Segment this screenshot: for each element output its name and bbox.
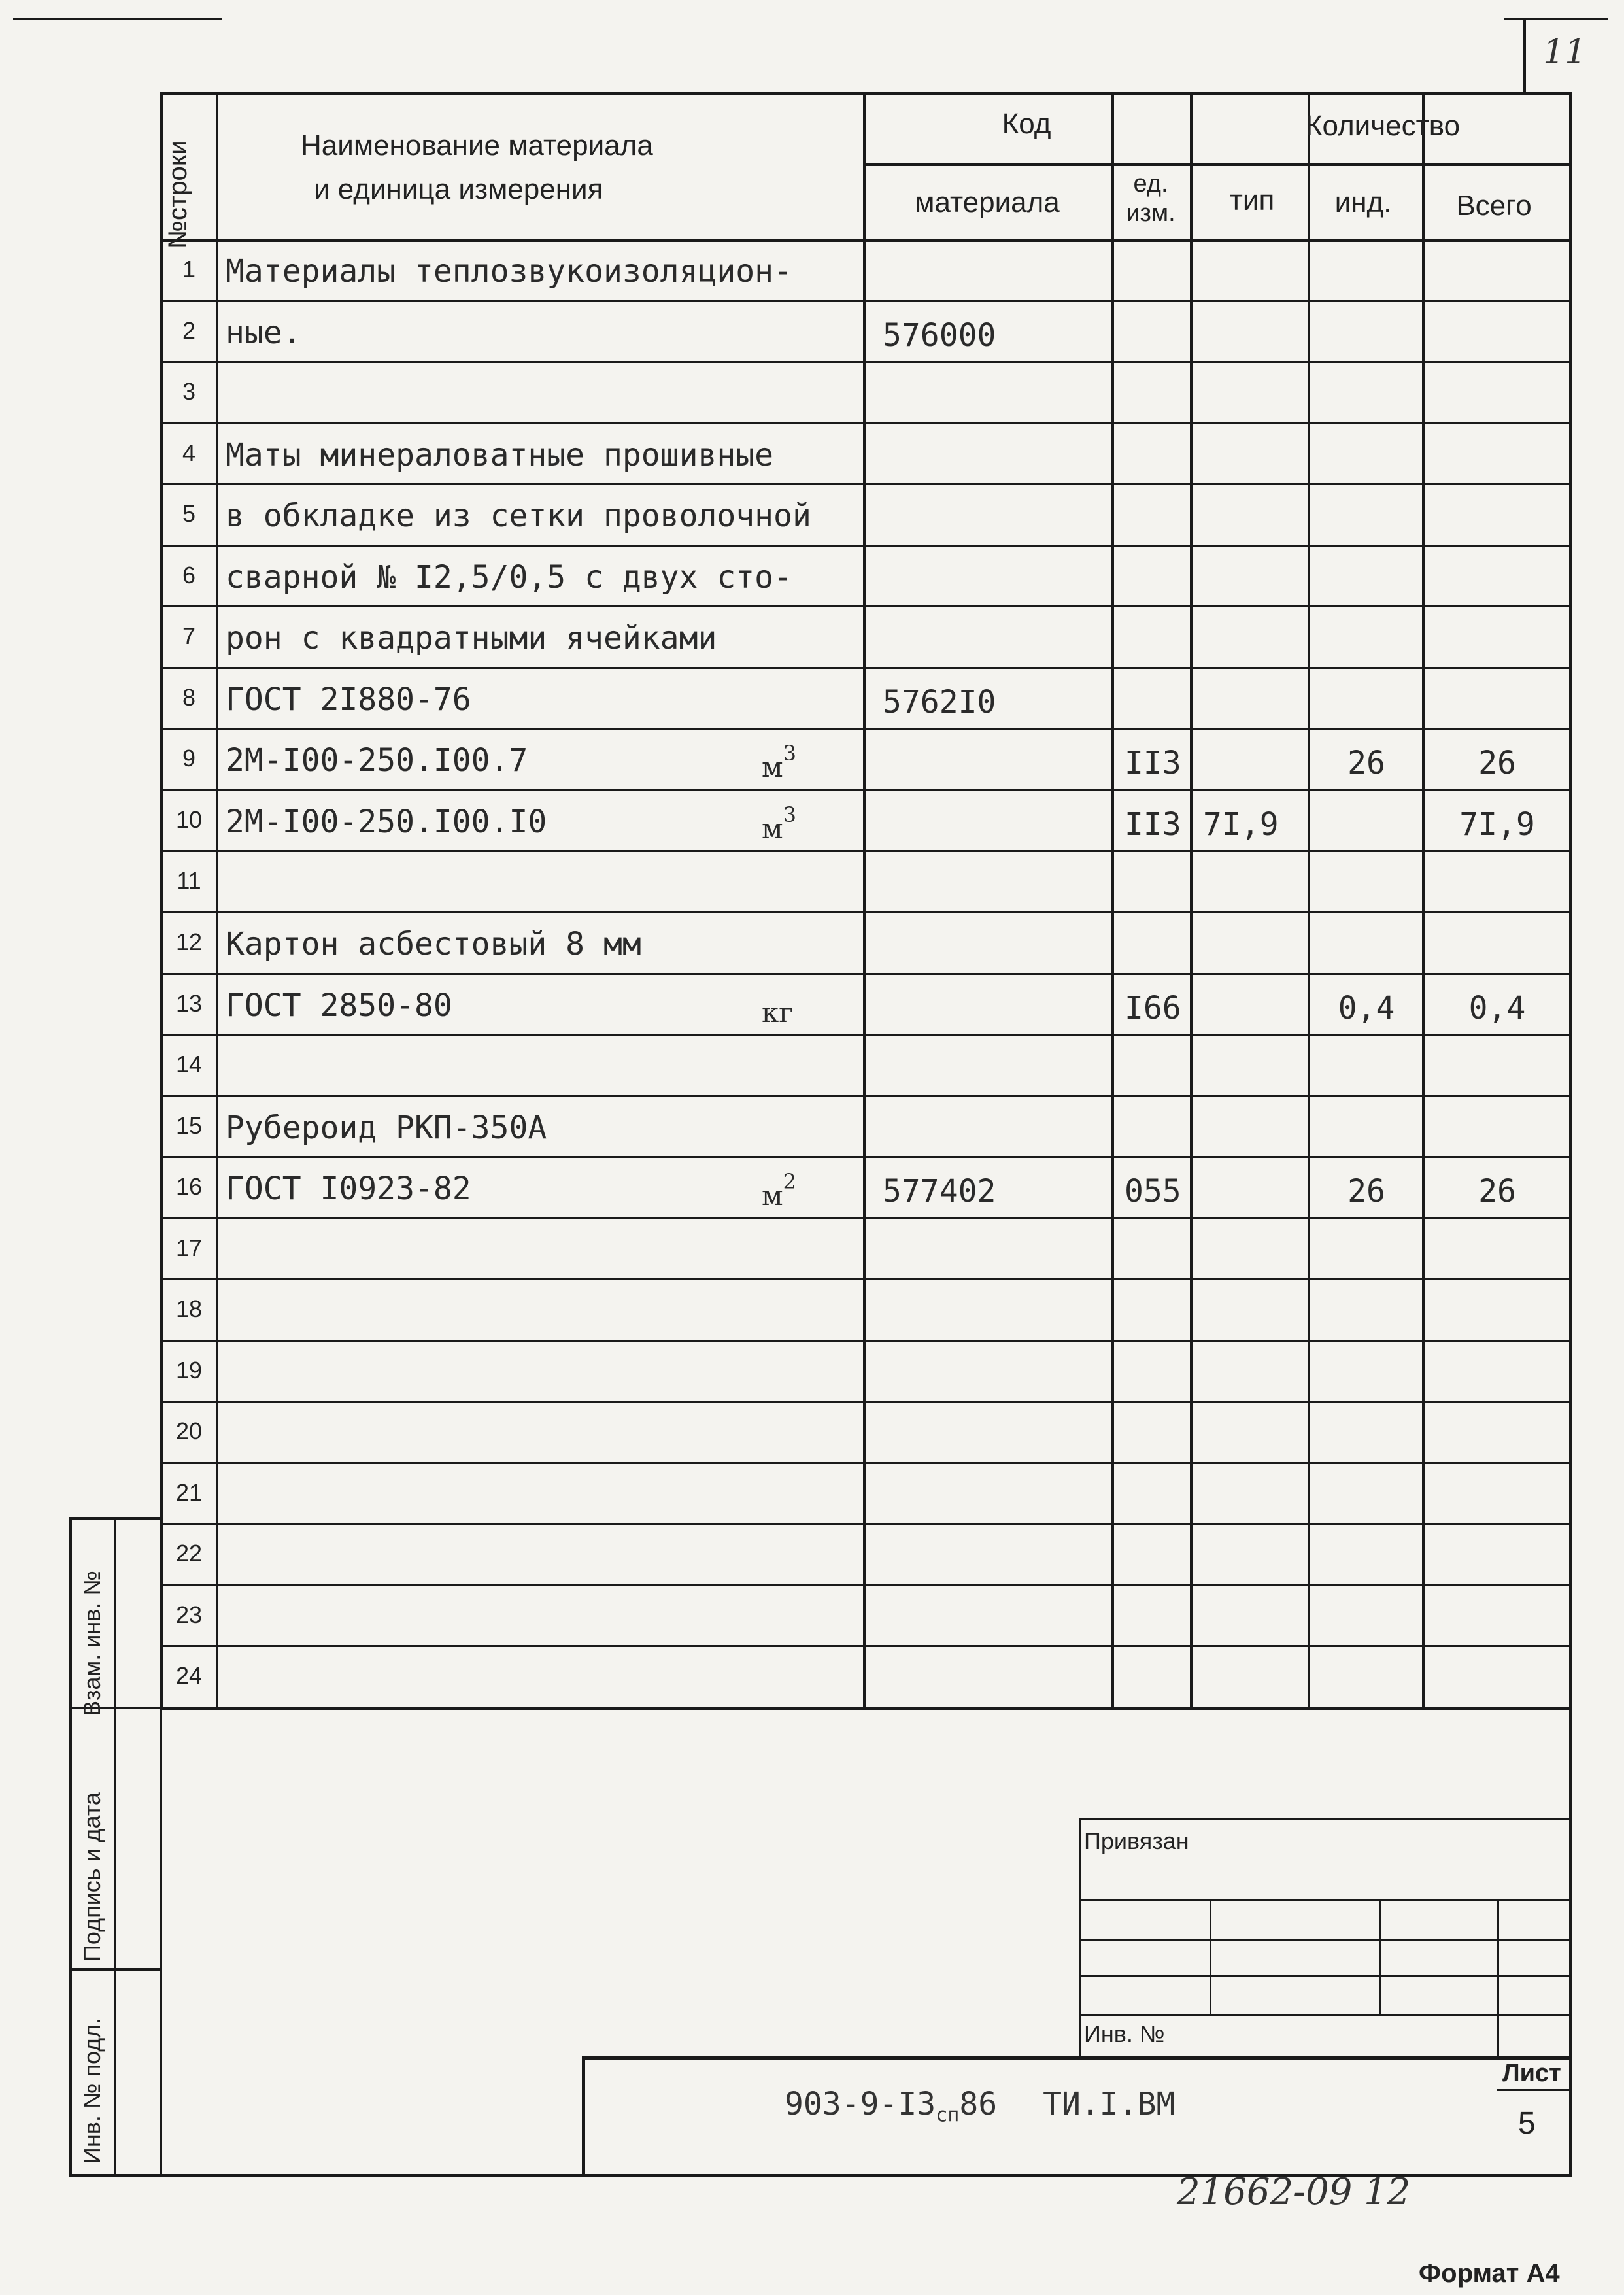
row-unit xyxy=(762,1169,797,1212)
row-number: 10 xyxy=(175,806,203,833)
stamp-line xyxy=(1079,1899,1569,1901)
table-col-line xyxy=(1190,92,1193,1710)
row-number: 16 xyxy=(175,1173,203,1200)
row-line xyxy=(160,667,1569,669)
row-unit-code: II3 xyxy=(1125,806,1181,843)
row-line xyxy=(160,483,1569,485)
stamp-inv-no: Инв. № xyxy=(1084,2020,1165,2047)
stamp-line xyxy=(1079,2014,1569,2016)
row-unit-text: кг xyxy=(762,996,794,1028)
row-number: 24 xyxy=(175,1662,203,1689)
row-line xyxy=(160,1034,1569,1036)
row-name: ГОСТ 2I880-76 xyxy=(226,681,471,718)
side-strip-mid xyxy=(114,1517,116,2177)
row-number: 8 xyxy=(182,684,196,711)
row-unit-exponent: 3 xyxy=(783,741,797,766)
row-line xyxy=(160,1278,1569,1280)
row-line xyxy=(160,973,1569,975)
row-code: 576000 xyxy=(883,317,996,354)
header-total: Всего xyxy=(1456,190,1532,222)
table-col-line xyxy=(1111,92,1114,1710)
row-name: в обкладке из сетки проволочной xyxy=(226,498,811,534)
row-line xyxy=(160,728,1569,730)
row-number: 23 xyxy=(175,1601,203,1628)
stamp-top xyxy=(1079,1818,1569,1820)
row-unit-code: I66 xyxy=(1125,990,1181,1027)
frame-left xyxy=(160,1707,162,2177)
row-line xyxy=(160,1340,1569,1342)
row-number: 15 xyxy=(175,1112,203,1139)
header-name-line2: и единица измерения xyxy=(314,173,603,205)
stamp-col xyxy=(1379,1899,1381,2014)
row-line xyxy=(160,1523,1569,1525)
header-material: материала xyxy=(915,186,1060,218)
row-number: 1 xyxy=(182,256,196,282)
row-unit-code: II3 xyxy=(1125,745,1181,781)
row-name: рон с квадратными ячейками xyxy=(226,620,717,656)
row-number: 11 xyxy=(177,867,201,894)
side-strip-sep2 xyxy=(69,1968,160,1971)
stamp-list-value: 5 xyxy=(1518,2106,1536,2141)
row-number: 5 xyxy=(182,500,196,527)
row-line xyxy=(160,911,1569,913)
row-line xyxy=(160,422,1569,424)
row-name: Материалы теплозвукоизоляцион- xyxy=(226,253,792,290)
row-name: Рубероид РКП-350А xyxy=(226,1110,547,1146)
top-edge-line xyxy=(13,18,222,20)
row-line xyxy=(160,1462,1569,1464)
row-number: 9 xyxy=(182,745,196,772)
corner-page-number: 11 xyxy=(1543,33,1587,72)
header-ind: инд. xyxy=(1334,186,1392,218)
row-number: 21 xyxy=(175,1479,203,1506)
row-typ: 7I,9 xyxy=(1203,806,1279,843)
row-line xyxy=(160,300,1569,302)
row-number: 13 xyxy=(175,990,203,1017)
row-line xyxy=(160,1156,1569,1158)
row-name: 2М-I00-250.I00.I0 xyxy=(226,804,547,840)
list-sep xyxy=(1497,2089,1569,2091)
table-col-line xyxy=(1308,92,1310,1710)
row-line xyxy=(160,1217,1569,1219)
row-unit xyxy=(762,993,793,1028)
row-ind: 26 xyxy=(1347,745,1385,781)
row-number: 7 xyxy=(182,622,196,649)
row-line xyxy=(160,1645,1569,1647)
row-total: 26 xyxy=(1478,745,1516,781)
row-line xyxy=(160,1095,1569,1097)
row-number: 4 xyxy=(182,439,196,466)
row-total: 7I,9 xyxy=(1459,806,1535,843)
header-bottom-line xyxy=(160,239,1569,242)
table-col-line xyxy=(1569,92,1572,1710)
doc-code-year: 86 xyxy=(959,2086,998,2122)
stamp-privyazan: Привязан xyxy=(1084,1828,1189,1854)
row-number: 12 xyxy=(175,928,203,955)
row-number: 17 xyxy=(175,1234,203,1261)
row-number: 14 xyxy=(175,1051,203,1078)
row-total: 0,4 xyxy=(1468,990,1526,1027)
row-number: 18 xyxy=(175,1295,203,1322)
header-typ: тип xyxy=(1229,184,1275,216)
stamp-list-label: Лист xyxy=(1502,2060,1561,2087)
frame-right xyxy=(1569,1707,1572,2177)
side-label-podpis: Подпись и дата xyxy=(78,1792,105,1962)
row-name: сварной № I2,5/0,5 с двух сто- xyxy=(226,559,792,596)
row-unit-text: м xyxy=(762,813,783,845)
handwritten-archive-number: 21662-09 12 xyxy=(1177,2171,1411,2213)
row-number: 20 xyxy=(175,1418,203,1444)
row-unit xyxy=(762,741,797,783)
stamp-col xyxy=(1210,1899,1211,2014)
header-quantity: Количество xyxy=(1305,110,1461,142)
row-number: 3 xyxy=(182,378,196,405)
header-sub-line xyxy=(863,163,1569,166)
row-unit-exponent: 2 xyxy=(783,1169,797,1194)
row-name: 2М-I00-250.I00.7 xyxy=(226,742,528,779)
row-name: ные. xyxy=(226,314,301,351)
row-number: 6 xyxy=(182,562,196,588)
row-name: ГОСТ 2850-80 xyxy=(226,987,452,1024)
header-row-number: №строки xyxy=(163,140,192,248)
header-name-line1: Наименование материала xyxy=(301,129,653,162)
row-name: Маты минераловатные прошивные xyxy=(226,437,774,473)
stamp-doc-code xyxy=(785,2086,1175,2127)
side-label-inv-podl: Инв. № подл. xyxy=(78,2017,105,2164)
row-code: 5762I0 xyxy=(883,684,996,721)
row-unit-exponent: 3 xyxy=(783,802,797,827)
row-unit-code: 055 xyxy=(1125,1173,1181,1210)
row-line xyxy=(160,789,1569,791)
header-unit-line2: изм. xyxy=(1126,199,1176,227)
row-number: 19 xyxy=(175,1357,203,1384)
stamp-line xyxy=(1079,1939,1569,1941)
side-label-vzam: Взам. инв. № xyxy=(78,1570,105,1716)
row-name: Картон асбестовый 8 мм xyxy=(226,926,641,962)
row-number: 22 xyxy=(175,1540,203,1567)
top-edge-line-right xyxy=(1504,18,1608,20)
row-unit-text: м xyxy=(762,1180,783,1212)
row-line xyxy=(160,361,1569,363)
row-unit xyxy=(762,802,797,845)
row-number: 2 xyxy=(182,317,196,344)
stamp-line xyxy=(1079,1975,1569,1977)
table-col-line xyxy=(216,92,218,1710)
header-code: Код xyxy=(1002,108,1051,140)
doc-code-main: 903-9-I3 xyxy=(785,2086,936,2122)
doc-code-suffix: ТИ.I.ВМ xyxy=(1043,2086,1176,2122)
title-block-left xyxy=(582,2056,585,2177)
doc-code-sub: сп xyxy=(936,2103,960,2127)
side-strip-left xyxy=(69,1517,72,2177)
row-line xyxy=(160,545,1569,547)
header-unit-line1: ед. xyxy=(1133,170,1168,197)
row-unit-text: м xyxy=(762,751,783,783)
row-line xyxy=(160,1584,1569,1586)
row-name: ГОСТ I0923-82 xyxy=(226,1170,471,1207)
corner-divider xyxy=(1523,20,1526,92)
table-col-line xyxy=(863,92,866,1710)
row-line xyxy=(160,850,1569,852)
format-label: Формат А4 xyxy=(1419,2259,1560,2288)
row-ind: 0,4 xyxy=(1338,990,1395,1027)
row-total: 26 xyxy=(1478,1173,1516,1210)
stamp-col xyxy=(1497,1899,1499,2060)
table-col-line xyxy=(1422,92,1425,1710)
row-line xyxy=(160,605,1569,607)
row-line xyxy=(160,1401,1569,1402)
row-code: 577402 xyxy=(883,1173,996,1210)
title-block-top xyxy=(582,2056,1569,2060)
row-ind: 26 xyxy=(1347,1173,1385,1210)
